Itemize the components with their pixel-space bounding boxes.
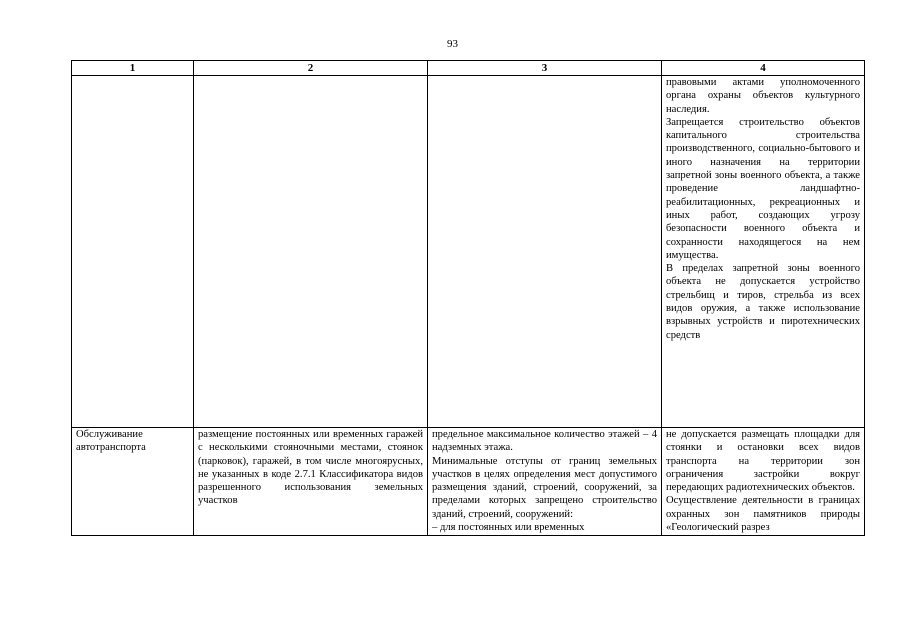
zoning-table [71, 60, 865, 536]
column-header-3: 3 [428, 61, 662, 76]
row2-col4 [662, 428, 865, 536]
row1-col3 [428, 76, 662, 428]
row2-col3 [428, 428, 662, 536]
row2-col4-paragraph-2: Осуществление деятельности в границах охранных зон памятников природы «Геологический разрез [666, 495, 860, 534]
table-row [72, 428, 865, 536]
table-header-row [72, 61, 865, 76]
row2-col3-paragraph-2: Минимальные отступы от границ земельных участков в целях определения мест допустимого размещения зданий, строений, сооружений, за пределами которых запрещено строительство зданий, строений, сооружений: [432, 455, 657, 520]
table-row [72, 76, 865, 428]
column-header-1: 1 [72, 61, 194, 76]
row2-col1-text: Обслуживание автотранспорта [76, 429, 146, 454]
row1-col4-paragraph-1: правовыми актами уполномоченного органа охраны объектов культурного наследия. [666, 77, 860, 115]
row2-col4-paragraph-1: не допускается размещать площадки для стоянки и остановки всех видов транспорта на территории зон ограничения застройки вокруг передающих радиотехнических объектов. [666, 429, 860, 494]
row1-col2 [194, 76, 428, 428]
row1-col4-paragraph-2: Запрещается строительство объектов капитального строительства производственного, социально-бытового и иного назначения на территории запретной зоны военного объекта, а также проведение ландшафтно-реабилитационных, рекреационных и иных работ, создающих угрозу безопасности военного объекта и сохранности находящегося на нем имущества. [666, 116, 860, 261]
row2-col2 [194, 428, 428, 536]
row2-col1 [72, 428, 194, 536]
row2-col3-paragraph-1: предельное максимальное количество этажей – 4 надземных этажа. [432, 429, 657, 454]
column-header-4: 4 [662, 61, 865, 76]
column-header-2: 2 [194, 61, 428, 76]
row1-col1 [72, 76, 194, 428]
row2-col3-paragraph-3: – для постоянных или временных [432, 522, 585, 534]
page-number: 93 [447, 38, 458, 50]
row2-col2-text: размещение постоянных или временных гаражей с несколькими стояночными местами, стоянок (парковок), гаражей, в том числе многоярусных, не указанных в коде 2.7.1 Классификатора видов разрешенного использования земельных участков [198, 429, 423, 507]
row1-col4-paragraph-3: В пределах запретной зоны военного объекта не допускается устройство стрельбищ и тиров, стрельба из всех видов оружия, а также использование взрывных устройств и пиротехнических средств [666, 263, 860, 341]
row1-col4 [662, 76, 865, 428]
